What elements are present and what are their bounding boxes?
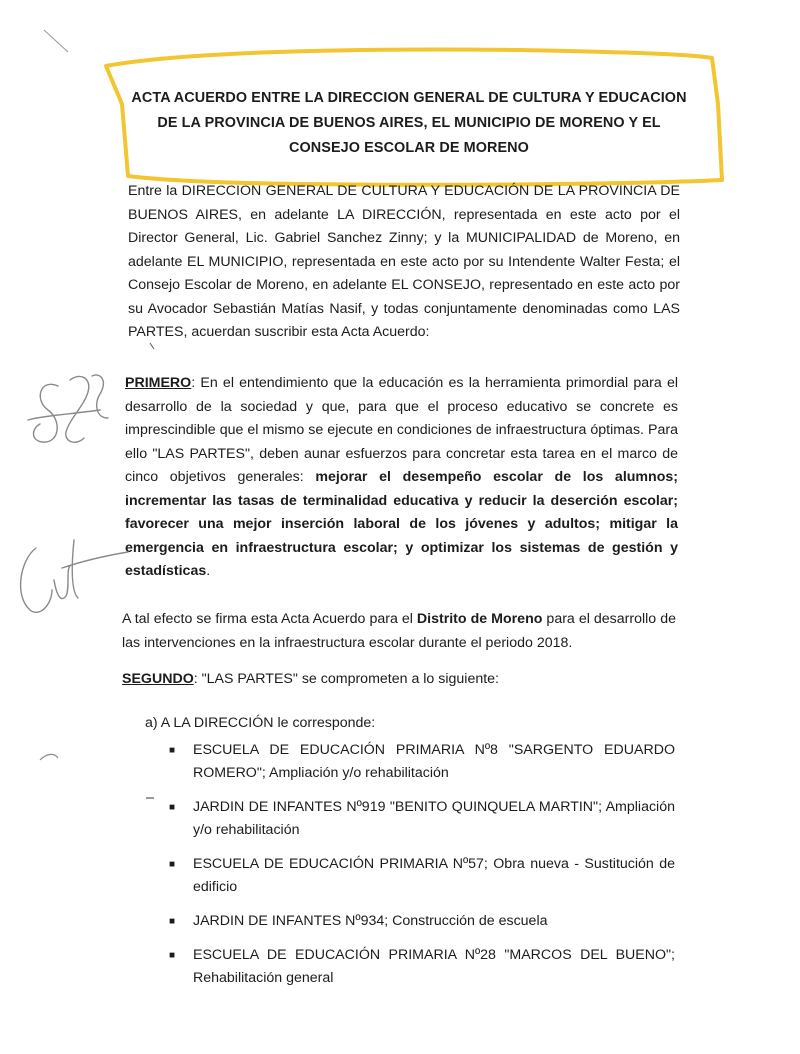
list-item-text: ESCUELA DE EDUCACIÓN PRIMARIA Nº28 "MARCOS DEL BUENO"; Rehabilitación general xyxy=(193,947,675,986)
segundo-paragraph xyxy=(122,668,676,692)
intro-paragraph: Entre la DIRECCION GENERAL DE CULTURA Y EDUCACIÓN DE LA PROVINCIA DE BUENOS AIRES, en adelante LA DIRECCIÓN, representada en este acto por el Director General, Lic. Gabriel Sanchez Zinny; y la MUNICIPALIDAD de Moreno, en adelante EL MUNICIPIO, representada en este acto por su Intendente Walter Festa; el Consejo Escolar de Moreno, en adelante EL CONSEJO, representado en este acto por su Avocador Sebastián Matías Nasif, y todas conjuntamente denominadas como LAS PARTES, acuerdan suscribir esta Acta Acuerdo: xyxy=(128,183,680,340)
section-a-label: a) A LA DIRECCIÓN le corresponde: xyxy=(145,715,376,731)
list-item-text: ESCUELA DE EDUCACIÓN PRIMARIA Nº8 "SARGENTO EDUARDO ROMERO"; Ampliación y/o rehabilitación xyxy=(193,742,675,781)
document-title xyxy=(128,86,690,161)
list-item-text: JARDIN DE INFANTES Nº919 "BENITO QUINQUELA MARTIN"; Ampliación y/o rehabilitación xyxy=(193,799,675,838)
handwritten-initials-top xyxy=(28,375,108,442)
efecto-district: Distrito de Moreno xyxy=(416,611,543,627)
primero-paragraph xyxy=(125,372,678,584)
segundo-text: : "LAS PARTES" se comprometen a lo siguiente: xyxy=(193,671,499,687)
segundo-heading: SEGUNDO xyxy=(122,671,194,687)
list-item-text: JARDIN DE INFANTES Nº934; Construcción de escuela xyxy=(193,913,548,929)
list-item xyxy=(145,944,675,990)
title-line: DE LA PROVINCIA DE BUENOS AIRES, EL MUNICIPIO DE MORENO Y EL xyxy=(157,115,661,131)
primero-objectives: mejorar el desempeño escolar de los alumnos; incrementar las tasas de terminalidad educativa y reducir la deserción escolar; favorecer una mejor inserción laboral de los jóvenes y adultos; mitigar la emergencia en infraestructura escolar; y optimizar los sistemas de gestión y estadísticas xyxy=(125,469,678,579)
list-item-text: ESCUELA DE EDUCACIÓN PRIMARIA Nº57; Obra nueva - Sustitución de edificio xyxy=(193,856,675,895)
handwritten-signature-left xyxy=(21,540,128,612)
title-line: CONSEJO ESCOLAR DE MORENO xyxy=(289,140,529,156)
bullet-icon: ■ xyxy=(169,859,176,870)
bullet-icon: ■ xyxy=(169,802,176,813)
list-item xyxy=(145,910,675,933)
primero-heading: PRIMERO xyxy=(125,375,192,391)
bullet-icon: ■ xyxy=(169,916,176,927)
bullet-icon: ■ xyxy=(169,950,176,961)
primero-text: : En el entendimiento que la educación es la herramienta primordial para el desarrollo de la sociedad y que, para que el proceso educativo se concrete es imprescindible que el mismo se ejecute en condiciones de infraestructura óptimas. Para ello "LAS PARTES", deben aunar esfuerzos para concretar esta tarea en el marco de cinco objetivos generales: xyxy=(125,375,678,485)
corner-scratch-mark xyxy=(44,30,68,52)
list-item xyxy=(145,796,675,842)
efecto-pre: A tal efecto se firma esta Acta Acuerdo para el xyxy=(122,611,417,627)
efecto-paragraph xyxy=(122,608,676,655)
primero-end: . xyxy=(206,563,211,579)
margin-tick-mark xyxy=(40,754,58,760)
bullet-icon: ■ xyxy=(169,745,176,756)
title-line: ACTA ACUERDO ENTRE LA DIRECCION GENERAL DE CULTURA Y EDUCACION xyxy=(131,90,687,106)
section-a xyxy=(145,712,675,1001)
list-item xyxy=(145,739,675,785)
list-item xyxy=(145,853,675,899)
section-a-list xyxy=(145,739,675,990)
efecto-post: para el desarrollo de las intervenciones en la infraestructura escolar durante el periodo 2018. xyxy=(122,611,676,651)
